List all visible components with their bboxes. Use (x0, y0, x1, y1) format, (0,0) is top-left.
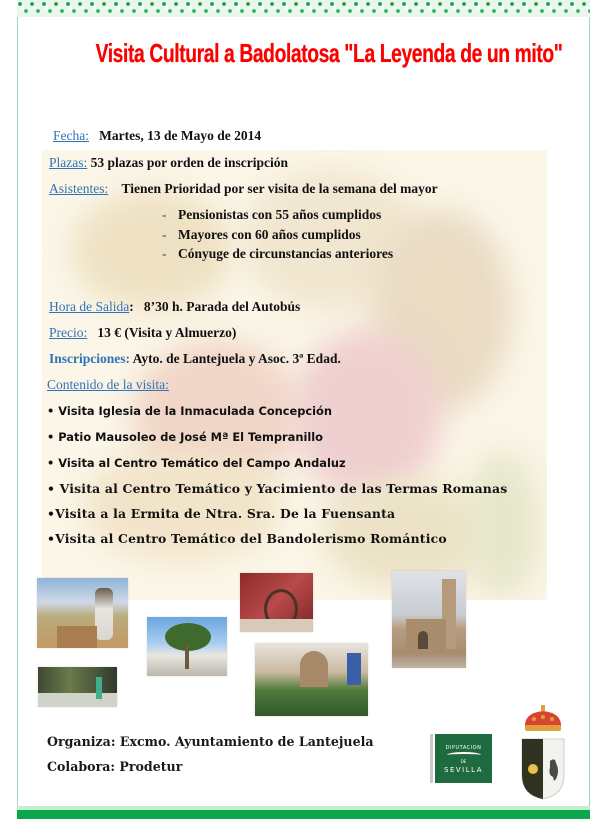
inscripciones-label: Inscripciones: (49, 351, 130, 366)
itinerary-item: • Visita al Centro Temático y Yacimiento de las Termas Romanas (47, 481, 508, 496)
lantejuela-coat-of-arms-icon (520, 737, 566, 801)
plazas-value: 53 plazas por orden de inscripción (90, 155, 289, 170)
asistentes-label: Asistentes: (49, 181, 109, 196)
hora-separator: : (129, 299, 134, 314)
asistentes-value: Tienen Prioridad por ser visita de la semana del mayor (121, 181, 438, 196)
crown-icon (522, 705, 564, 733)
itinerary-item: •Visita a la Ermita de Ntra. Sra. De la Fuensanta (47, 506, 396, 521)
frame-border-right (589, 17, 590, 807)
asistentes-item-text: Mayores con 60 años cumplidos (178, 227, 361, 242)
logo-text-diputacion: DIPUTACION (445, 745, 482, 751)
interior-photo (38, 667, 117, 707)
hora-value: 8’30 h. Parada del Autobús (143, 299, 301, 314)
itinerary-item: •Visita al Centro Temático del Bandolerismo Romántico (47, 531, 447, 546)
plazas-row (49, 155, 288, 171)
frame-border-left (17, 17, 18, 807)
contenido-heading-row (47, 377, 169, 393)
star-pattern-border (17, 0, 590, 17)
organiza-text: Organiza: Excmo. Ayuntamiento de Lantejuela (47, 734, 374, 749)
itinerary-item: • Visita al Centro Temático del Campo Andaluz (47, 456, 346, 470)
asistentes-item-text: Pensionistas con 55 años cumplidos (178, 207, 382, 222)
logo-text-de: DE (460, 759, 467, 764)
precio-row (49, 325, 236, 341)
antique-cart-photo (240, 573, 313, 632)
asistentes-item-text: Cónyuge de circunstancias anteriores (178, 246, 394, 261)
itinerary-item: • Visita Iglesia de la Inmaculada Concepción (47, 404, 332, 418)
church-photo (392, 571, 466, 668)
logo-arc (447, 752, 481, 758)
hora-label: Hora de Salida (49, 299, 130, 314)
contenido-heading: Contenido de la visita: (47, 377, 169, 392)
patio-photo (255, 643, 368, 716)
prodetur-strip (430, 734, 433, 783)
precio-value: 13 € (Visita y Almuerzo) (97, 325, 237, 340)
plazas-label: Plazas: (49, 155, 88, 170)
fecha-row (53, 128, 261, 144)
inscripciones-value: Ayto. de Lantejuela y Asoc. 3ª Edad. (132, 351, 341, 366)
asistentes-item: - Mayores con 60 años cumplidos (162, 227, 361, 242)
asistentes-row (49, 181, 438, 197)
itinerary-item: • Patio Mausoleo de José Mª El Tempranillo (47, 430, 323, 444)
bottom-border-bar (17, 810, 590, 819)
fecha-label: Fecha: (53, 128, 89, 143)
fecha-value: Martes, 13 de Mayo de 2014 (99, 128, 262, 143)
asistentes-item: - Pensionistas con 55 años cumplidos (162, 207, 382, 222)
rider-on-horse-photo (37, 578, 128, 648)
hora-row (49, 299, 300, 315)
asistentes-item: - Cónyuge de circunstancias anteriores (162, 246, 394, 261)
colabora-text: Colabora: Prodetur (47, 759, 183, 774)
page-title: Visita Cultural a Badolatosa "La Leyenda de un mito" (95, 38, 563, 68)
logo-text-sevilla: SEVILLA (444, 766, 483, 774)
palm-house-photo (147, 617, 227, 676)
inscripciones-row (49, 351, 341, 367)
diputacion-sevilla-logo (435, 734, 492, 783)
precio-label: Precio: (49, 325, 88, 340)
